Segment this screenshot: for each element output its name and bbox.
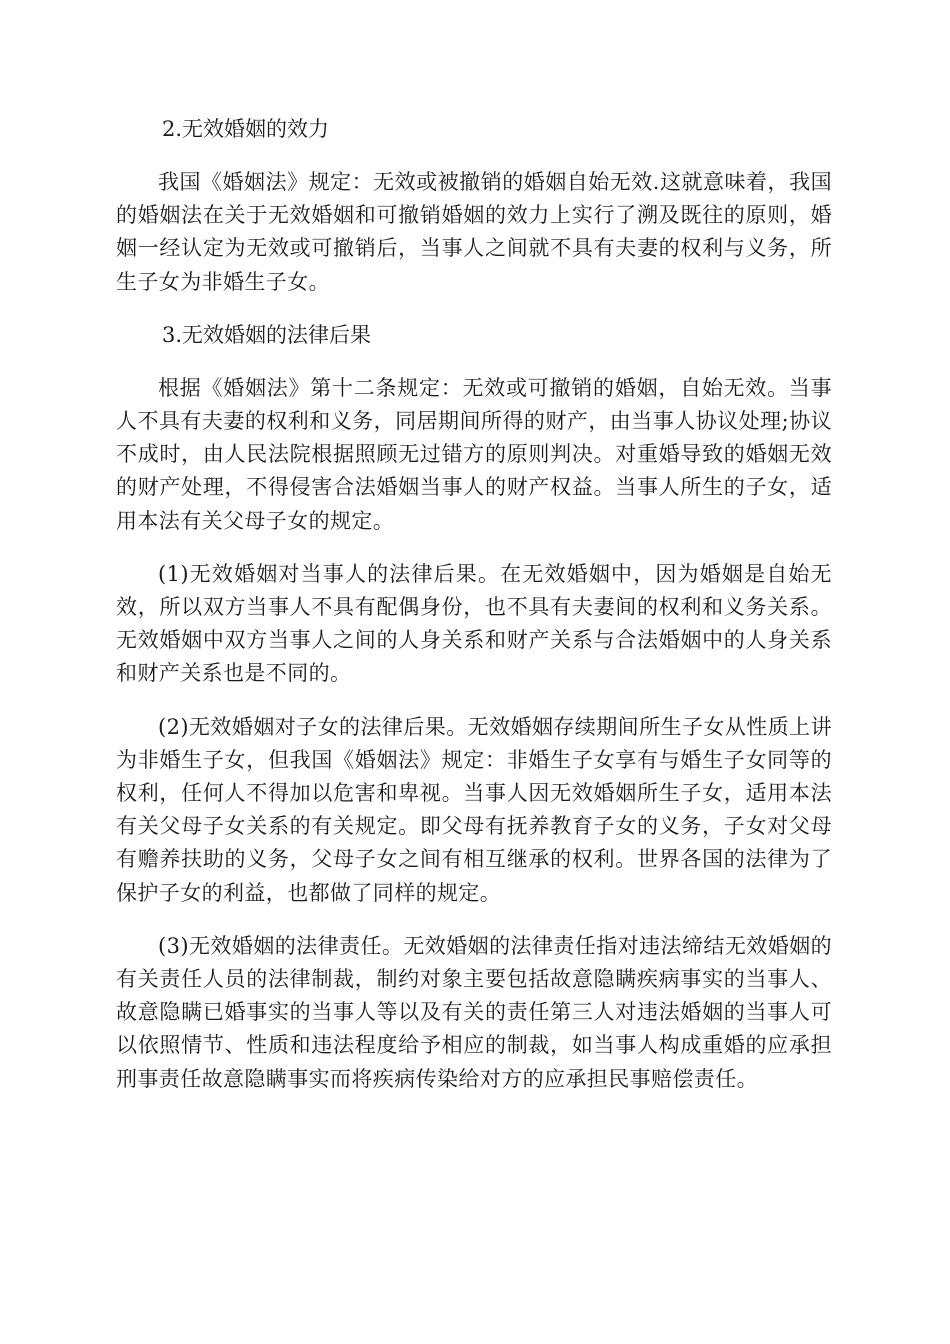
section-heading-validity: 2.无效婚姻的效力 [162, 117, 330, 141]
paragraph-validity: 我国《婚姻法》规定：无效或被撤销的婚姻自始无效.这就意味着，我国的婚姻法在关于无效婚姻和可撤销婚姻的效力上实行了溯及既往的原则，婚姻一经认定为无效或可撤销后，当事人之间就不具有夫妻的权利与义务，所生子女为非婚生子女。 [116, 170, 832, 294]
section-heading-legal-consequences: 3.无效婚姻的法律后果 [162, 322, 372, 347]
paragraph-consequence-parties: (1)无效婚姻对当事人的法律后果。在无效婚姻中，因为婚姻是自始无效，所以双方当事人不具有配偶身份，也不具有夫妻间的权利和义务关系。无效婚姻中双方当事人之间的人身关系和财产关系与合法婚姻中的人身关系和财产关系也是不同的。 [116, 561, 832, 686]
document-page [116, 113, 832, 1096]
paragraph-legal-liability: (3)无效婚姻的法律责任。无效婚姻的法律责任指对违法缔结无效婚姻的有关责任人员的法律制裁，制约对象主要包括故意隐瞒疾病事实的当事人、故意隐瞒已婚事实的当事人等以及有关的责任第三人对违法婚姻的当事人可以依照情节、性质和违法程度给予相应的制裁，如当事人构成重婚的应承担刑事责任故意隐瞒事实而将疾病传染给对方的应承担民事赔偿责任。 [116, 933, 832, 1091]
paragraph-consequence-children: (2)无效婚姻对子女的法律后果。无效婚姻存续期间所生子女从性质上讲为非婚生子女，但我国《婚姻法》规定：非婚生子女享有与婚生子女同等的权利，任何人不得加以危害和卑视。当事人因无效婚姻所生子女，适用本法有关父母子女关系的有关规定。即父母有抚养教育子女的义务，子女对父母有赡养扶助的义务，父母子女之间有相互继承的权利。世界各国的法律为了保护子女的利益，也都做了同样的规定。 [116, 714, 832, 905]
paragraph-article-twelve: 根据《婚姻法》第十二条规定：无效或可撤销的婚姻，自始无效。当事人不具有夫妻的权利和义务，同居期间所得的财产，由当事人协议处理;协议不成时，由人民法院根据照顾无过错方的原则判决。对重婚导致的婚姻无效的财产处理，不得侵害合法婚姻当事人的财产权益。当事人所生的子女，适用本法有关父母子女的规定。 [116, 375, 832, 533]
